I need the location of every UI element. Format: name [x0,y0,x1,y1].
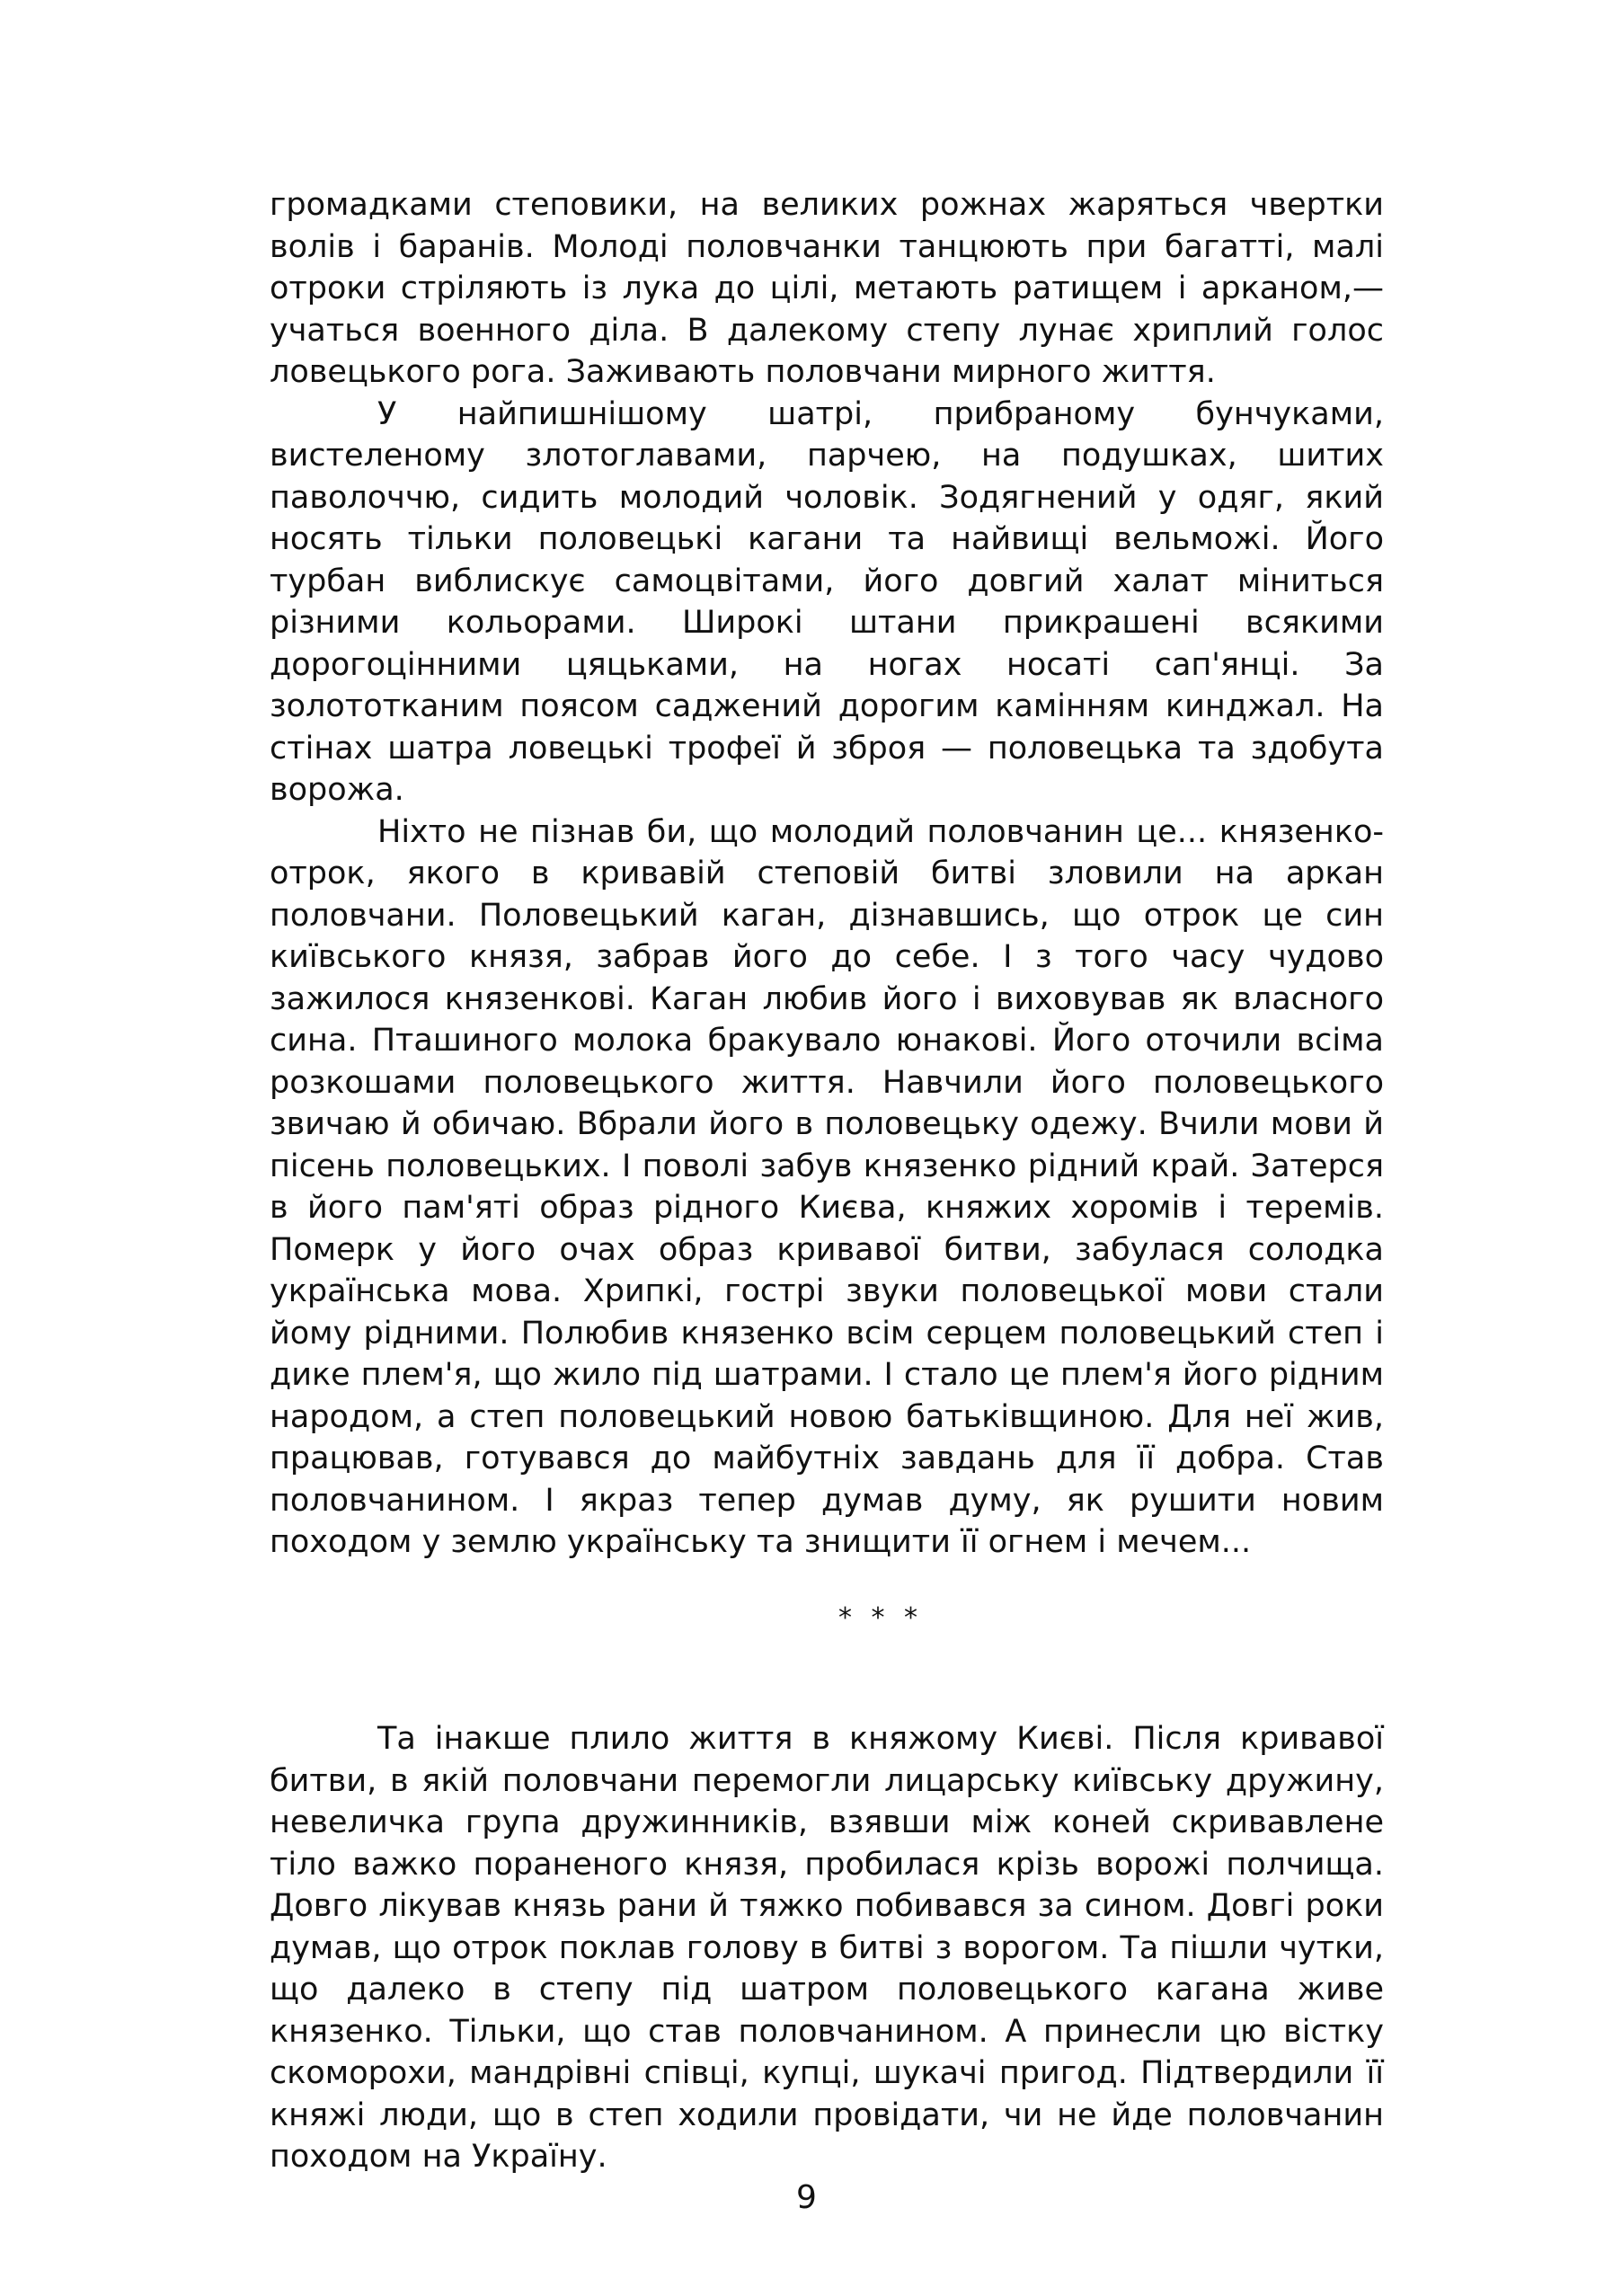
page-number: 9 [796,2179,817,2216]
paragraph-young-prince: Ніхто не пізнав би, що молодий половчанин це... князенко-отрок, якого в кривавій степовій битві зловили на аркан половчани. Половецький каган, дізнавшись, що отрок це син київського князя, забрав його до себе. І з того часу чудово зажилося князенкові. Каган любив його і виховував як власного сина. Пташиного молока бракувало юнакові. Його оточили всіма розкошами половецького життя. Навчили його половецького звичаю й обичаю. Вбрали його в половецьку одежу. Вчили мови й пісень половецьких. І поволі забув князенко рідний край. Затерся в його пам'яті образ рідного Києва, княжих хоромів і теремів. Померк у його очах образ кривавої битви, забулася солодка українська мова. Хрипкі, гострі звуки половецької мови стали йому рідними. Полюбив князенко всім серцем половецький степ і дике плем'я, що жило під шатрами. І стало це плем'я його рідним народом, а степ половецький новою батьківщиною. Для неї жив, працював, готувався до майбутніх завдань для її добра. Став половчанином. І якраз тепер думав думу, як рушити новим походом у землю українську та знищити її огнем і мечем... [270,813,1384,1560]
book-page [270,184,1384,2178]
paragraph-opening: громадками степовики, на великих рожнах жаряться чвертки волів і баранів. Молоді половчанки танцюють при багатті, малі отроки стріляють із лука до цілі, метають ратищем і арканом,— учаться военного діла. В далекому степу лунає хриплий голос ловецького рога. Заживають половчани мирного життя. [270,187,1384,390]
section-separator: * * * [838,1601,924,1634]
paragraph-kyiv: Та інакше плило життя в княжому Києві. Після кривавої битви, в якій половчани перемогли лицарську київську дружину, невеличка група дружинників, взявши між коней скривавлене тіло важко пораненого князя, пробилася крізь ворожі полчища. Довго лікував князь рани й тяжко побивався за сином. Довгі роки думав, що отрок поклав голову в битві з ворогом. Та пішли чутки, що далеко в степу під шатром половецького кагана живе князенко. Тільки, що став половчанином. А принесли цю вістку скоморохи, мандрівні співці, купці, шукачі пригод. Підтвердили її княжі люди, що в степ ходили провідати, чи не йде половчанин походом на Україну. [270,1721,1384,2175]
paragraph-tent-description: У найпишнішому шатрі, прибраному бунчуками, вистеленому злотоглавами, парчею, на подушках, шитих паволоччю, сидить молодий чоловік. Зодягнений у одяг, який носять тільки половецькі кагани та найвищі вельможі. Його турбан виблискує самоцвітами, його довгий халат міниться різними кольорами. Широкі штани прикрашені всякими дорогоцінними цяцьками, на ногах носаті сап'янці. За золототканим поясом саджений дорогим камінням кинджал. На стінах шатра ловецькі трофеї й зброя — половецька та здобута ворожа. [270,395,1384,808]
